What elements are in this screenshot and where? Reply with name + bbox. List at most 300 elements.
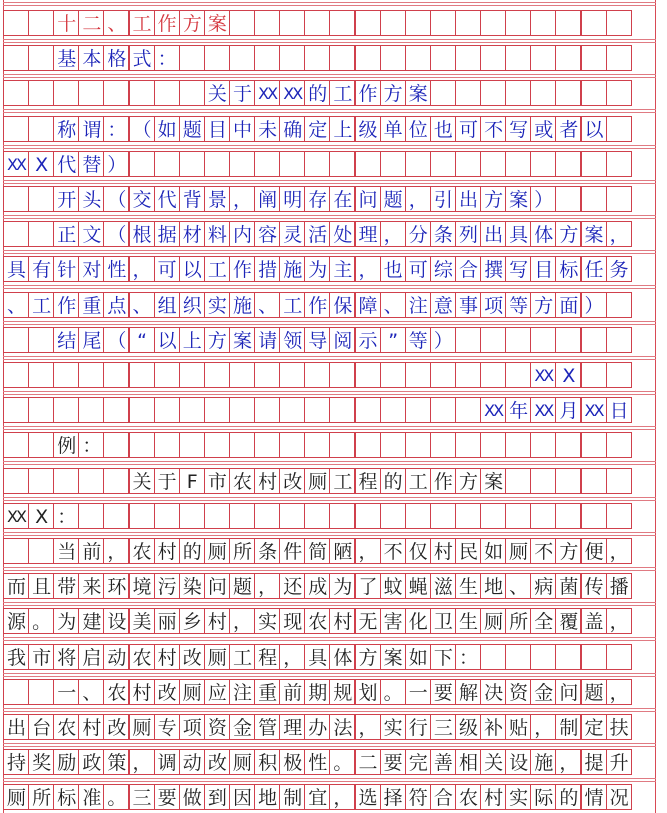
grid-cell: 农 xyxy=(229,468,255,494)
grid-cell: 贴 xyxy=(505,714,531,740)
grid-cell: 作 xyxy=(355,80,381,106)
grid-cell xyxy=(505,362,531,388)
grid-cell: 代 xyxy=(53,151,79,177)
grid-cell: ， xyxy=(355,256,381,282)
grid-cell: 管 xyxy=(254,714,280,740)
grid-cell xyxy=(530,151,556,177)
grid-row xyxy=(3,45,631,71)
grid-cell xyxy=(405,397,431,423)
grid-cell: 行 xyxy=(405,714,431,740)
grid-cell: 案 xyxy=(505,186,531,212)
grid-cell: 式 xyxy=(129,45,155,71)
grid-cell: ， xyxy=(329,784,355,810)
grid-rule xyxy=(3,570,656,571)
grid-cell: 完 xyxy=(405,749,431,775)
grid-cell: 写 xyxy=(505,256,531,282)
grid-cell xyxy=(329,151,355,177)
grid-cell: ： xyxy=(154,45,180,71)
grid-cell: 工 xyxy=(329,468,355,494)
grid-cell: 方 xyxy=(204,327,230,353)
grid-cell: ， xyxy=(606,679,632,705)
grid-cell: 本 xyxy=(78,45,104,71)
grid-cell: 灵 xyxy=(279,221,305,247)
grid-cell: 方 xyxy=(179,10,205,36)
grid-cell: 可 xyxy=(154,256,180,282)
grid-cell xyxy=(3,45,29,71)
grid-cell: 覆 xyxy=(555,608,581,634)
grid-cell: 施 xyxy=(229,292,255,318)
grid-rule xyxy=(3,640,656,641)
grid-cell xyxy=(28,538,54,564)
grid-cell: 体 xyxy=(329,644,355,670)
grid-cell: 位 xyxy=(405,116,431,142)
grid-cell xyxy=(154,397,180,423)
grid-rule xyxy=(3,605,656,606)
grid-cell xyxy=(53,80,79,106)
grid-cell xyxy=(355,432,381,458)
grid-cell xyxy=(606,327,632,353)
grid-cell: 农 xyxy=(304,608,330,634)
grid-cell xyxy=(254,503,280,529)
grid-cell: 方 xyxy=(455,468,481,494)
grid-rule xyxy=(3,42,656,43)
grid-cell: 开 xyxy=(53,186,79,212)
grid-cell: XX xyxy=(3,151,29,177)
grid-cell xyxy=(355,397,381,423)
grid-row xyxy=(3,116,631,142)
grid-cell: 撰 xyxy=(480,256,506,282)
grid-cell xyxy=(129,362,155,388)
grid-cell: 三 xyxy=(430,714,456,740)
grid-cell: 。 xyxy=(103,784,129,810)
grid-cell: 具 xyxy=(304,644,330,670)
grid-rule xyxy=(3,145,656,146)
grid-cell: 村 xyxy=(430,538,456,564)
grid-cell: 而 xyxy=(3,573,29,599)
grid-cell: 不 xyxy=(480,116,506,142)
grid-cell: XX xyxy=(530,362,556,388)
grid-cell: 实 xyxy=(380,714,406,740)
grid-cell xyxy=(581,186,607,212)
grid-cell xyxy=(229,151,255,177)
grid-cell: 程 xyxy=(254,644,280,670)
grid-cell: 题 xyxy=(179,116,205,142)
grid-cell: 相 xyxy=(455,749,481,775)
grid-cell xyxy=(581,644,607,670)
grid-cell: 谓 xyxy=(78,116,104,142)
grid-cell: 作 xyxy=(304,292,330,318)
grid-cell: 阐 xyxy=(254,186,280,212)
grid-cell: 选 xyxy=(355,784,381,810)
grid-cell: ， xyxy=(279,644,305,670)
grid-cell: 不 xyxy=(530,538,556,564)
grid-cell xyxy=(28,397,54,423)
grid-cell: 改 xyxy=(154,679,180,705)
grid-cell: 金 xyxy=(530,679,556,705)
grid-cell: 善 xyxy=(430,749,456,775)
grid-cell xyxy=(204,432,230,458)
grid-cell xyxy=(480,151,506,177)
grid-cell: 改 xyxy=(179,644,205,670)
grid-cell xyxy=(28,362,54,388)
grid-cell xyxy=(229,503,255,529)
grid-cell: 盖 xyxy=(581,608,607,634)
grid-cell: 文 xyxy=(78,221,104,247)
grid-cell: 请 xyxy=(254,327,280,353)
grid-cell: 定 xyxy=(581,714,607,740)
grid-cell xyxy=(480,10,506,36)
grid-cell: 单 xyxy=(380,116,406,142)
grid-cell: 工 xyxy=(229,644,255,670)
grid-cell xyxy=(28,327,54,353)
grid-cell: 于 xyxy=(154,468,180,494)
grid-cell xyxy=(78,468,104,494)
grid-cell xyxy=(355,151,381,177)
grid-rule xyxy=(3,602,656,603)
grid-cell xyxy=(179,80,205,106)
grid-cell: 前 xyxy=(279,679,305,705)
grid-cell: 上 xyxy=(329,116,355,142)
grid-cell: 积 xyxy=(254,749,280,775)
grid-row xyxy=(3,432,631,458)
grid-cell: 为 xyxy=(53,608,79,634)
grid-cell: 项 xyxy=(480,292,506,318)
grid-rule xyxy=(3,253,656,254)
grid-cell: 要 xyxy=(430,679,456,705)
grid-cell: （ xyxy=(103,327,129,353)
grid-cell: 一 xyxy=(405,679,431,705)
grid-cell: 实 xyxy=(505,784,531,810)
grid-cell xyxy=(505,468,531,494)
grid-cell xyxy=(505,503,531,529)
grid-cell xyxy=(480,327,506,353)
grid-cell xyxy=(505,327,531,353)
grid-cell: 为 xyxy=(329,573,355,599)
grid-cell: 厕 xyxy=(129,714,155,740)
grid-cell xyxy=(380,397,406,423)
grid-cell xyxy=(103,503,129,529)
grid-cell: 容 xyxy=(254,221,280,247)
grid-cell: ） xyxy=(430,327,456,353)
grid-cell: 于 xyxy=(229,80,255,106)
grid-cell: 案 xyxy=(480,468,506,494)
grid-cell xyxy=(430,362,456,388)
grid-row xyxy=(3,292,631,318)
grid-cell xyxy=(606,432,632,458)
grid-cell xyxy=(380,151,406,177)
grid-cell: 资 xyxy=(204,714,230,740)
grid-cell xyxy=(405,503,431,529)
grid-cell: ， xyxy=(606,221,632,247)
grid-right-border xyxy=(655,0,656,813)
grid-cell xyxy=(279,362,305,388)
grid-cell xyxy=(430,10,456,36)
grid-cell: 明 xyxy=(279,186,305,212)
grid-cell xyxy=(103,468,129,494)
grid-rule xyxy=(3,567,656,568)
grid-cell: 意 xyxy=(430,292,456,318)
grid-cell: 制 xyxy=(279,784,305,810)
grid-cell: 到 xyxy=(204,784,230,810)
grid-cell: 性 xyxy=(103,256,129,282)
grid-cell xyxy=(154,151,180,177)
grid-cell xyxy=(129,151,155,177)
grid-cell xyxy=(606,80,632,106)
grid-cell: 未 xyxy=(254,116,280,142)
grid-rule xyxy=(3,391,656,392)
grid-cell xyxy=(154,362,180,388)
grid-cell: 农 xyxy=(455,784,481,810)
grid-cell: 分 xyxy=(405,221,431,247)
grid-cell xyxy=(480,644,506,670)
grid-cell: 问 xyxy=(204,573,230,599)
grid-cell: ， xyxy=(229,186,255,212)
grid-cell: 作 xyxy=(154,10,180,36)
grid-cell: 性 xyxy=(304,749,330,775)
grid-cell: 全 xyxy=(530,608,556,634)
grid-cell: 村 xyxy=(129,679,155,705)
grid-cell: 面 xyxy=(555,292,581,318)
grid-cell xyxy=(555,503,581,529)
grid-cell xyxy=(606,292,632,318)
grid-cell: 法 xyxy=(329,714,355,740)
grid-rule xyxy=(3,673,656,674)
grid-cell: ， xyxy=(129,749,155,775)
grid-cell: 织 xyxy=(179,292,205,318)
grid-row xyxy=(3,186,631,212)
grid-cell xyxy=(229,362,255,388)
grid-rule xyxy=(3,2,656,3)
grid-cell: 厕 xyxy=(229,749,255,775)
grid-cell xyxy=(154,503,180,529)
grid-cell: ” xyxy=(380,327,406,353)
grid-cell xyxy=(329,503,355,529)
grid-cell: 例 xyxy=(53,432,79,458)
grid-cell: 方 xyxy=(380,80,406,106)
grid-cell: 提 xyxy=(581,749,607,775)
grid-cell: 材 xyxy=(179,221,205,247)
grid-cell: 头 xyxy=(78,186,104,212)
grid-cell xyxy=(304,362,330,388)
grid-cell xyxy=(530,10,556,36)
grid-cell xyxy=(581,468,607,494)
grid-row xyxy=(3,256,631,282)
grid-cell: 村 xyxy=(329,608,355,634)
grid-cell xyxy=(229,397,255,423)
grid-rule xyxy=(3,464,656,465)
grid-cell xyxy=(229,432,255,458)
grid-row xyxy=(3,80,631,106)
grid-rule xyxy=(3,285,656,286)
grid-cell: ， xyxy=(355,538,381,564)
grid-cell xyxy=(329,45,355,71)
grid-cell: ： xyxy=(53,503,79,529)
grid-cell xyxy=(279,10,305,36)
grid-cell: 基 xyxy=(53,45,79,71)
grid-cell: 办 xyxy=(304,714,330,740)
grid-cell: 丽 xyxy=(154,608,180,634)
grid-cell: XX xyxy=(581,397,607,423)
grid-cell xyxy=(505,10,531,36)
grid-rule xyxy=(3,324,656,325)
grid-rule xyxy=(3,394,656,395)
grid-cell: 农 xyxy=(53,714,79,740)
grid-cell: 改 xyxy=(204,749,230,775)
grid-cell: 方 xyxy=(480,186,506,212)
grid-cell: 要 xyxy=(380,749,406,775)
grid-cell: ， xyxy=(530,714,556,740)
grid-cell: 级 xyxy=(355,116,381,142)
grid-cell xyxy=(555,468,581,494)
grid-cell: 以 xyxy=(154,327,180,353)
grid-cell: 上 xyxy=(179,327,205,353)
grid-cell: 规 xyxy=(329,679,355,705)
grid-cell xyxy=(329,10,355,36)
grid-cell xyxy=(229,45,255,71)
grid-cell xyxy=(405,10,431,36)
grid-cell: 宜 xyxy=(304,784,330,810)
grid-cell: ， xyxy=(355,714,381,740)
grid-cell: 案 xyxy=(229,327,255,353)
grid-cell xyxy=(103,362,129,388)
grid-cell: 我 xyxy=(3,644,29,670)
grid-cell: 、 xyxy=(129,292,155,318)
grid-cell: 实 xyxy=(204,292,230,318)
grid-row xyxy=(3,468,631,494)
grid-cell xyxy=(304,10,330,36)
grid-cell: 中 xyxy=(229,116,255,142)
grid-cell xyxy=(505,151,531,177)
grid-cell: 市 xyxy=(28,644,54,670)
grid-rule xyxy=(3,183,656,184)
grid-cell xyxy=(455,10,481,36)
grid-rule xyxy=(3,5,656,6)
grid-cell xyxy=(204,362,230,388)
grid-cell: 市 xyxy=(204,468,230,494)
grid-cell: 菌 xyxy=(555,573,581,599)
grid-cell xyxy=(304,432,330,458)
grid-cell xyxy=(3,116,29,142)
grid-cell xyxy=(3,468,29,494)
grid-cell: 村 xyxy=(78,714,104,740)
grid-cell: 地 xyxy=(254,784,280,810)
grid-cell: XX xyxy=(254,80,280,106)
grid-cell: 不 xyxy=(380,538,406,564)
grid-cell xyxy=(480,432,506,458)
grid-cell xyxy=(254,10,280,36)
grid-cell: 厕 xyxy=(204,538,230,564)
grid-cell: 准 xyxy=(78,784,104,810)
grid-cell xyxy=(380,362,406,388)
grid-cell: 关 xyxy=(204,80,230,106)
grid-cell: 引 xyxy=(430,186,456,212)
grid-rule xyxy=(3,180,656,181)
grid-rule xyxy=(3,426,656,427)
grid-cell: 励 xyxy=(53,749,79,775)
grid-cell: 划 xyxy=(355,679,381,705)
grid-cell: 内 xyxy=(229,221,255,247)
grid-cell: ： xyxy=(78,432,104,458)
grid-cell xyxy=(53,468,79,494)
grid-cell: 极 xyxy=(279,749,305,775)
grid-cell xyxy=(179,432,205,458)
grid-cell: 正 xyxy=(53,221,79,247)
grid-cell xyxy=(254,151,280,177)
grid-cell xyxy=(78,80,104,106)
grid-cell xyxy=(3,362,29,388)
grid-cell: 主 xyxy=(329,256,355,282)
grid-cell: 二 xyxy=(78,10,104,36)
grid-cell: 的 xyxy=(380,468,406,494)
grid-cell: 具 xyxy=(505,221,531,247)
grid-rule xyxy=(3,77,656,78)
grid-cell: 台 xyxy=(28,714,54,740)
grid-cell xyxy=(129,432,155,458)
grid-cell: X xyxy=(28,151,54,177)
grid-cell: 目 xyxy=(204,116,230,142)
grid-cell: 金 xyxy=(229,714,255,740)
grid-cell: 改 xyxy=(103,714,129,740)
grid-cell: 障 xyxy=(355,292,381,318)
grid-cell xyxy=(530,503,556,529)
grid-cell: 农 xyxy=(129,538,155,564)
grid-cell xyxy=(606,151,632,177)
grid-rule xyxy=(3,148,656,149)
grid-cell xyxy=(179,362,205,388)
grid-cell: 以 xyxy=(581,116,607,142)
grid-cell: 方 xyxy=(555,221,581,247)
grid-cell: 动 xyxy=(179,749,205,775)
grid-cell xyxy=(254,432,280,458)
grid-cell: 或 xyxy=(530,116,556,142)
grid-cell: 保 xyxy=(329,292,355,318)
grid-rule xyxy=(3,109,656,110)
grid-cell: 存 xyxy=(304,186,330,212)
grid-cell: 任 xyxy=(581,256,607,282)
grid-cell: 根 xyxy=(129,221,155,247)
grid-cell xyxy=(78,503,104,529)
grid-cell: 重 xyxy=(254,679,280,705)
grid-cell: 。 xyxy=(329,749,355,775)
grid-cell: 村 xyxy=(154,644,180,670)
grid-cell: 阅 xyxy=(329,327,355,353)
grid-cell: 题 xyxy=(581,679,607,705)
grid-cell xyxy=(78,362,104,388)
grid-cell: 案 xyxy=(405,80,431,106)
grid-cell xyxy=(606,10,632,36)
grid-rule xyxy=(3,497,656,498)
grid-cell xyxy=(405,151,431,177)
grid-rule xyxy=(3,359,656,360)
grid-cell: 滋 xyxy=(430,573,456,599)
grid-cell: 。 xyxy=(380,679,406,705)
grid-cell xyxy=(304,397,330,423)
grid-cell: 组 xyxy=(154,292,180,318)
grid-cell: 施 xyxy=(279,256,305,282)
grid-cell: 项 xyxy=(179,714,205,740)
grid-cell xyxy=(430,151,456,177)
grid-rule xyxy=(3,637,656,638)
grid-cell xyxy=(581,151,607,177)
grid-cell: 解 xyxy=(455,679,481,705)
grid-cell: 关 xyxy=(129,468,155,494)
grid-cell xyxy=(279,151,305,177)
grid-rule xyxy=(3,356,656,357)
grid-cell: 等 xyxy=(405,327,431,353)
grid-cell: ， xyxy=(405,186,431,212)
grid-cell: 将 xyxy=(53,644,79,670)
grid-cell: 综 xyxy=(430,256,456,282)
